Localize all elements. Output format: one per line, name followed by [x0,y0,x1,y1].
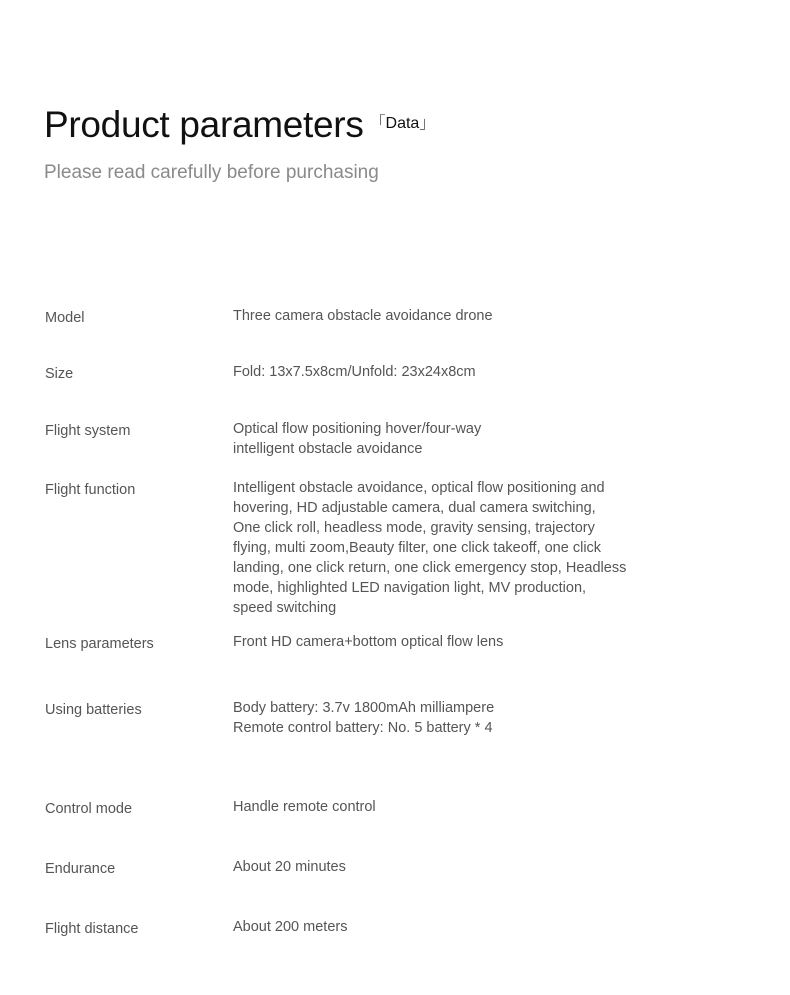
spec-label-endurance: Endurance [45,861,116,877]
spec-value-model [233,306,653,326]
spec-label-flight-system: Flight system [45,423,131,439]
spec-value-line: landing, one click return, one click emergency stop, Headless [233,560,627,576]
spec-value-line: Three camera obstacle avoidance drone [233,308,493,324]
spec-value-line: Fold: 13x7.5x8cm/Unfold: 23x24x8cm [233,364,476,380]
page-subtitle: Please read carefully before purchasing [44,162,379,183]
spec-label-lens-parameters: Lens parameters [45,636,154,652]
spec-value-line: Intelligent obstacle avoidance, optical flow positioning and [233,480,605,496]
spec-value-line: speed switching [233,600,337,616]
spec-value-line: hovering, HD adjustable camera, dual camera switching, [233,500,596,516]
spec-value-endurance [233,857,653,877]
page-header [44,104,435,146]
spec-value-flight-function [233,478,653,618]
spec-value-line: Remote control battery: No. 5 battery * 4 [233,720,493,736]
spec-value-using-batteries [233,698,653,738]
spec-value-line: intelligent obstacle avoidance [233,441,423,457]
spec-label-flight-function: Flight function [45,482,136,498]
spec-value-line: Optical flow positioning hover/four-way [233,421,482,437]
spec-value-line: Handle remote control [233,799,376,815]
spec-value-flight-distance [233,917,653,937]
spec-label-control-mode: Control mode [45,801,133,817]
page-title: Product parameters [44,104,364,145]
spec-label-flight-distance: Flight distance [45,921,139,937]
spec-value-flight-system [233,419,653,459]
spec-value-line: About 200 meters [233,919,348,935]
spec-value-line: mode, highlighted LED navigation light, MV production, [233,580,587,596]
spec-label-model: Model [45,310,85,326]
spec-label-using-batteries: Using batteries [45,702,142,718]
spec-value-lens-parameters [233,632,653,652]
data-badge: 「Data」 [369,115,436,132]
spec-value-line: Body battery: 3.7v 1800mAh milliampere [233,700,495,716]
spec-value-line: One click roll, headless mode, gravity sensing, trajectory [233,520,595,536]
spec-value-line: About 20 minutes [233,859,346,875]
spec-value-line: flying, multi zoom,Beauty filter, one click takeoff, one click [233,540,602,556]
spec-label-size: Size [45,366,74,382]
spec-value-size [233,362,653,382]
spec-value-line: Front HD camera+bottom optical flow lens [233,634,504,650]
spec-value-control-mode [233,797,653,817]
